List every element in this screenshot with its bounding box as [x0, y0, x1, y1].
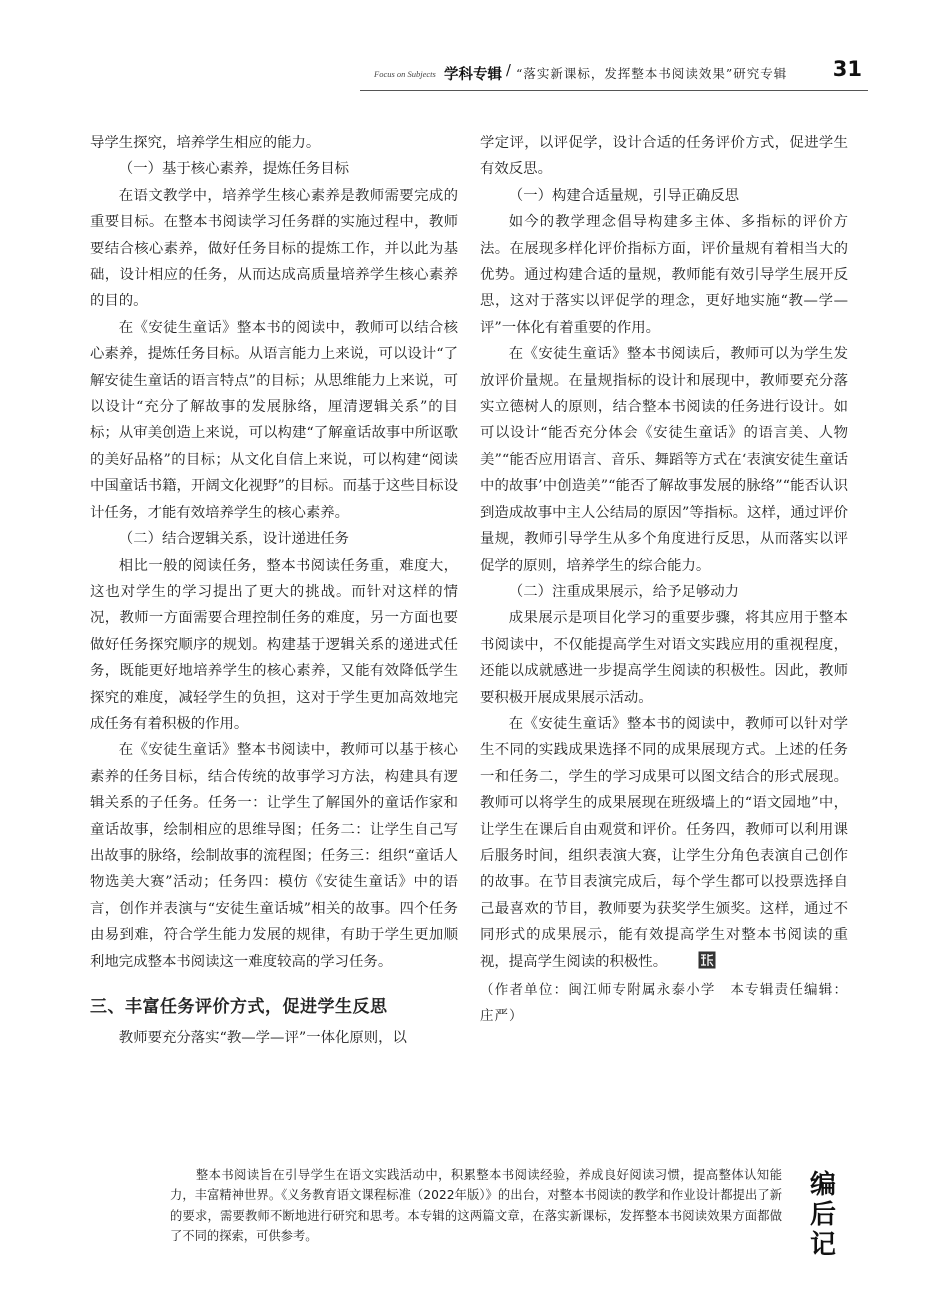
paragraph: 在《安徒生童话》整本书阅读后，教师可以为学生发放评价量规。在量规指标的设计和展现中，教师要充分落实立德树人的原则，结合整本书阅读的任务进行设计。如可以设计“能否充分体会《安徒生童话》的语言美、人物美”“能否应用语言、音乐、舞蹈等方式在‘表演安徒生童话中的故事’中创造美”“能否了解故事发展的脉络”“能否认识到造成故事中主人公结局的原因”等指标。这样，通过评价量规，教师引导学生从多个角度进行反思，从而落实以评促学的原则，培养学生的综合能力。 [480, 346, 848, 574]
subheading: （一）构建合适量规，引导正确反思 [508, 187, 740, 204]
paragraph: 成果展示是项目化学习的重要步骤，将其应用于整本书阅读中，不仅能提高学生对语文实践应用的重视程度，还能以成就感进一步提高学生阅读的积极性。因此，教师要积极开展成果展示活动。 [480, 610, 848, 706]
paragraph: 在《安徒生童话》整本书阅读中，教师可以基于核心素养的任务目标，结合传统的故事学习方法，构建具有逻辑关系的子任务。任务一：让学生了解国外的童话作家和童话故事，绘制相应的思维导图；任务二：让学生自己写出故事的脉络，绘制故事的流程图；任务三：组织“童话人物选美大赛”活动；任务四：模仿《安徒生童话》中的语言，创作并表演与“安徒生童话城”相关的故事。四个任务由易到难，符合学生能力发展的规律，有助于学生更加顺利地完成整本书阅读这一难度较高的学习任务。 [90, 742, 458, 970]
paragraph: 如今的教学理念倡导构建多主体、多指标的评价方法。在展现多样化评价指标方面，评价量规有着相当大的优势。通过构建合适的量规，教师能有效引导学生展开反思，这对于落实以评促学的理念，更好地实施“教—学—评”一体化有着重要的作用。 [480, 214, 848, 336]
subheading: （二）结合逻辑关系，设计递进任务 [118, 531, 350, 548]
left-column [90, 130, 458, 1051]
header-category: 学科专辑 [444, 67, 502, 83]
editor-note-title-char: 编 [809, 1170, 836, 1200]
paragraph: 相比一般的阅读任务，整本书阅读任务重，难度大，这也对学生的学习提出了更大的挑战。而针对这样的情况，教师一方面需要合理控制任务的难度，另一方面也要做好任务探究顺序的规划。构建基于逻辑关系的递进式任务，既能更好地培养学生的核心素养，又能有效降低学生探究的难度，减轻学生的负担，这对于学生更加高效地完成任务有着积极的作用。 [90, 557, 458, 732]
editor-note-title-char: 后 [809, 1200, 836, 1230]
paragraph: 学定评，以评促学，设计合适的任务评价方式，促进学生有效反思。 [480, 135, 848, 178]
subheading: （一）基于核心素养，提炼任务目标 [118, 161, 350, 178]
paragraph: 在语文教学中，培养学生核心素养是教师需要完成的重要目标。在整本书阅读学习任务群的实施过程中，教师要结合核心素养，做好任务目标的提炼工作，并以此为基础，设计相应的任务，从而达成高质量培养学生核心素养的目的。 [90, 187, 458, 310]
end-seal-icon [669, 951, 687, 969]
section-heading: 三、丰富任务评价方式，促进学生反思 [90, 997, 388, 1017]
editor-note-title-char: 记 [809, 1230, 836, 1260]
running-header [360, 57, 868, 91]
paragraph-text: 在《安徒生童话》整本书的阅读中，教师可以针对学生不同的实践成果选择不同的成果展现方式。上述的任务一和任务二，学生的学习成果可以图文结合的形式展现。教师可以将学生的成果展现在班级墙上的“语文园地”中，让学生在课后自由观赏和评价。任务四，教师可以利用课后服务时间，组织表演大赛，让学生分角色表演自己创作的故事。在节目表演完成后，每个学生都可以投票选择自己最喜欢的节目，教师要为获奖学生颁奖。这样，通过不同形式的成果展示，能有效提高学生对整本书阅读的重视，提高学生阅读的积极性。 [480, 715, 848, 970]
header-focus-label: Focus on Subjects [374, 69, 436, 79]
editor-note-title [800, 1170, 846, 1260]
header-slash: / [506, 63, 511, 79]
author-affiliation: （作者单位：闽江师专附属永泰小学 本专辑责任编辑：庄严） [480, 982, 848, 1024]
paragraph: 教师要充分落实“教—学—评”一体化原则，以 [118, 1030, 407, 1046]
editor-note-text: 整本书阅读旨在引导学生在语文实践活动中，积累整本书阅读经验，养成良好阅读习惯，提高整体认知能力，丰富精神世界。《义务教育语文课程标准（2022年版）》的出台，对整本书阅读的教学和作业设计都提出了新的要求，需要教师不断地进行研究和思考。本专辑的这两篇文章，在落实新课标，发挥整本书阅读效果方面都做了不同的探索，可供参考。 [170, 1168, 782, 1244]
header-topic: “落实新课标，发挥整本书阅读效果”研究专辑 [516, 66, 788, 81]
subheading: （二）注重成果展示，给予足够动力 [508, 583, 740, 600]
paragraph: 在《安徒生童话》整本书的阅读中，教师可以结合核心素养，提炼任务目标。从语言能力上来说，可以设计“了解安徒生童话的语言特点”的目标；从思维能力上来说，可以设计“充分了解故事的发展脉络，厘清逻辑关系”的目标；从审美创造上来说，可以构建“了解童话故事中所讴歌的美好品格”的目标；从文化自信上来说，可以构建“阅读中国童话书籍，开阔文化视野”的目标。而基于这些目标设计任务，才能有效培养学生的核心素养。 [90, 319, 458, 521]
editor-note [170, 1165, 782, 1247]
paragraph-with-seal [480, 711, 848, 975]
right-column [480, 130, 848, 1029]
page-number: 31 [832, 57, 862, 81]
paragraph: 导学生探究，培养学生相应的能力。 [90, 135, 321, 151]
